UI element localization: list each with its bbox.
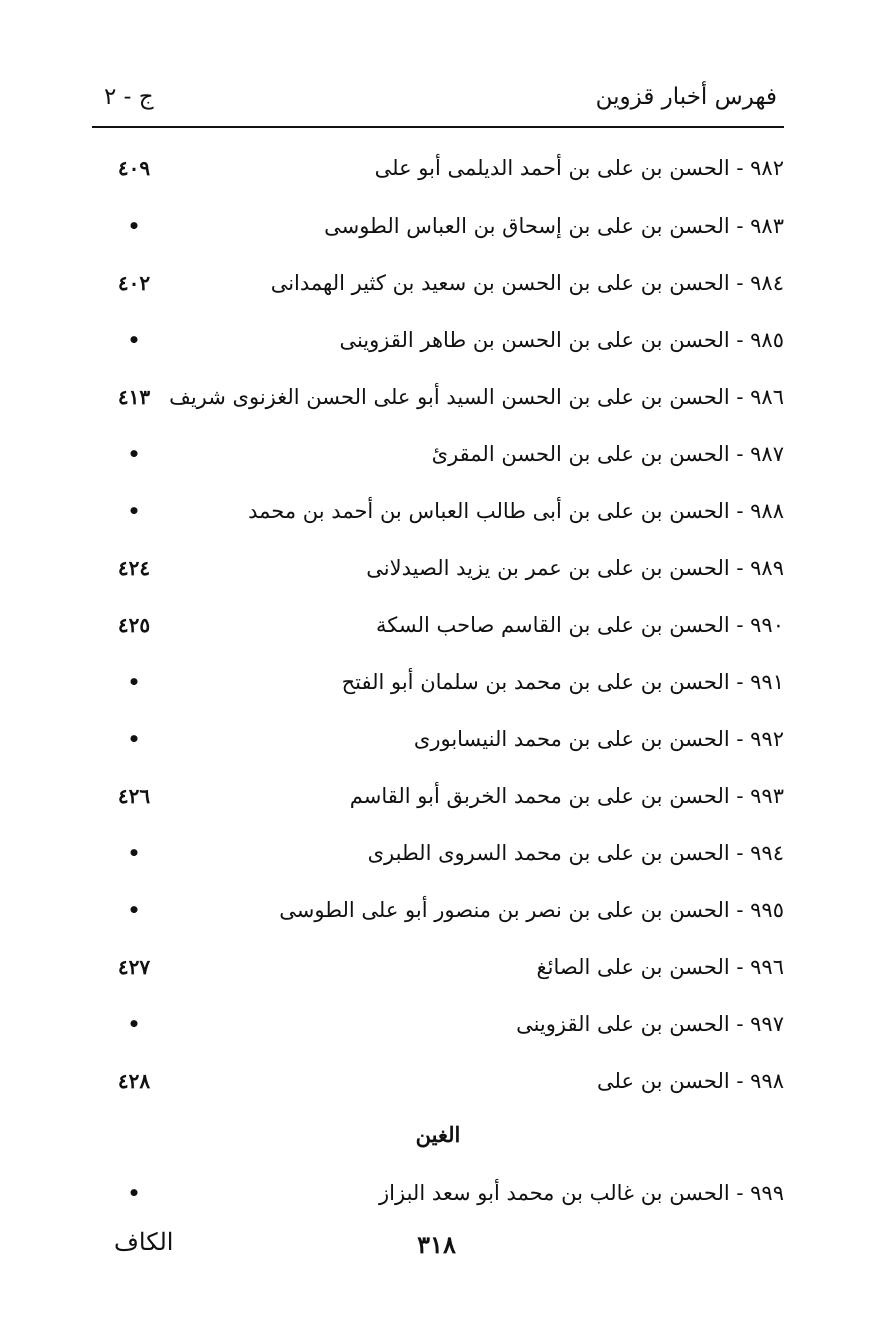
entry-page-ref: ٤٢٧ — [117, 955, 151, 979]
index-entry — [92, 320, 784, 360]
index-entry — [92, 434, 784, 474]
entry-text: ٩٨٧ - الحسن بن على بن الحسن المقرئ — [431, 442, 784, 466]
entry-text: ٩٩٢ - الحسن بن على بن محمد النيسابورى — [413, 727, 784, 751]
index-entry — [92, 263, 784, 303]
index-entry — [92, 1004, 784, 1044]
catchword: الكاف — [114, 1228, 174, 1256]
entry-page-ref: ٤٢٥ — [117, 613, 151, 637]
entry-page-ref: • — [127, 898, 141, 922]
entry-page-ref: • — [127, 727, 141, 751]
entry-text: ٩٨٣ - الحسن بن على بن إسحاق بن العباس الطوسى — [324, 214, 784, 238]
index-entry — [92, 1061, 784, 1101]
volume-label: ج - ٢ — [104, 84, 154, 110]
entry-text: ٩٩٠ - الحسن بن على بن القاسم صاحب السكة — [376, 613, 784, 637]
entry-text: ٩٨٩ - الحسن بن على بن عمر بن يزيد الصيدلانى — [366, 556, 784, 580]
entry-page-ref: ٤٢٦ — [117, 784, 151, 808]
section-heading: الغين — [415, 1122, 461, 1147]
header-rule — [92, 126, 784, 128]
entry-page-ref: • — [127, 214, 141, 238]
entry-page-ref: ٤٠٩ — [117, 156, 151, 180]
index-entry — [92, 148, 784, 188]
entry-page-ref: ٤٢٨ — [117, 1069, 151, 1093]
entry-page-ref: • — [127, 442, 141, 466]
entry-page-ref: • — [127, 1012, 141, 1036]
index-entry — [92, 1173, 784, 1213]
entry-page-ref: • — [127, 1181, 141, 1205]
index-entry — [92, 776, 784, 816]
index-entry — [92, 833, 784, 873]
entry-page-ref: ٤٢٤ — [117, 556, 151, 580]
index-entry — [92, 605, 784, 645]
index-entry — [92, 662, 784, 702]
entry-text: ٩٨٥ - الحسن بن على بن الحسن بن طاهر القزوينى — [339, 328, 784, 352]
index-entry — [92, 548, 784, 588]
index-entry — [92, 377, 784, 417]
entry-text: ٩٨٢ - الحسن بن على بن أحمد الديلمى أبو على — [374, 156, 784, 180]
entry-page-ref: • — [127, 328, 141, 352]
entry-text: ٩٩٧ - الحسن بن على القزوينى — [516, 1012, 784, 1036]
index-entry — [92, 206, 784, 246]
entry-text: ٩٨٤ - الحسن بن على بن الحسن بن سعيد بن كثير الهمدانى — [270, 271, 784, 295]
entry-text: ٩٩٩ - الحسن بن غالب بن محمد أبو سعد البزاز — [379, 1181, 784, 1205]
index-entry — [92, 719, 784, 759]
entry-page-ref: ٤٠٢ — [117, 271, 151, 295]
entry-text: ٩٩٨ - الحسن بن على — [597, 1069, 784, 1093]
index-entry — [92, 491, 784, 531]
index-entry — [92, 890, 784, 930]
entry-text: ٩٩١ - الحسن بن على بن محمد بن سلمان أبو الفتح — [341, 670, 784, 694]
entry-text: ٩٩٦ - الحسن بن على الصائغ — [536, 955, 784, 979]
entry-page-ref: • — [127, 841, 141, 865]
entry-text: ٩٩٤ - الحسن بن على بن محمد السروى الطبرى — [367, 841, 784, 865]
entry-page-ref: • — [127, 670, 141, 694]
index-entry — [92, 947, 784, 987]
page-number: ٣١٨ — [417, 1230, 456, 1259]
entry-text: ٩٩٣ - الحسن بن على بن محمد الخربق أبو القاسم — [349, 784, 784, 808]
entry-text: ٩٨٨ - الحسن بن على بن أبى طالب العباس بن أحمد بن محمد — [248, 499, 784, 523]
entry-page-ref: • — [127, 499, 141, 523]
running-title: فهرس أخبار قزوين — [595, 84, 777, 110]
entry-text: ٩٩٥ - الحسن بن على بن نصر بن منصور أبو على الطوسى — [279, 898, 784, 922]
entry-page-ref: ٤١٣ — [117, 385, 151, 409]
entry-text: ٩٨٦ - الحسن بن على بن الحسن السيد أبو على الحسن الغزنوى شريف — [169, 385, 784, 409]
